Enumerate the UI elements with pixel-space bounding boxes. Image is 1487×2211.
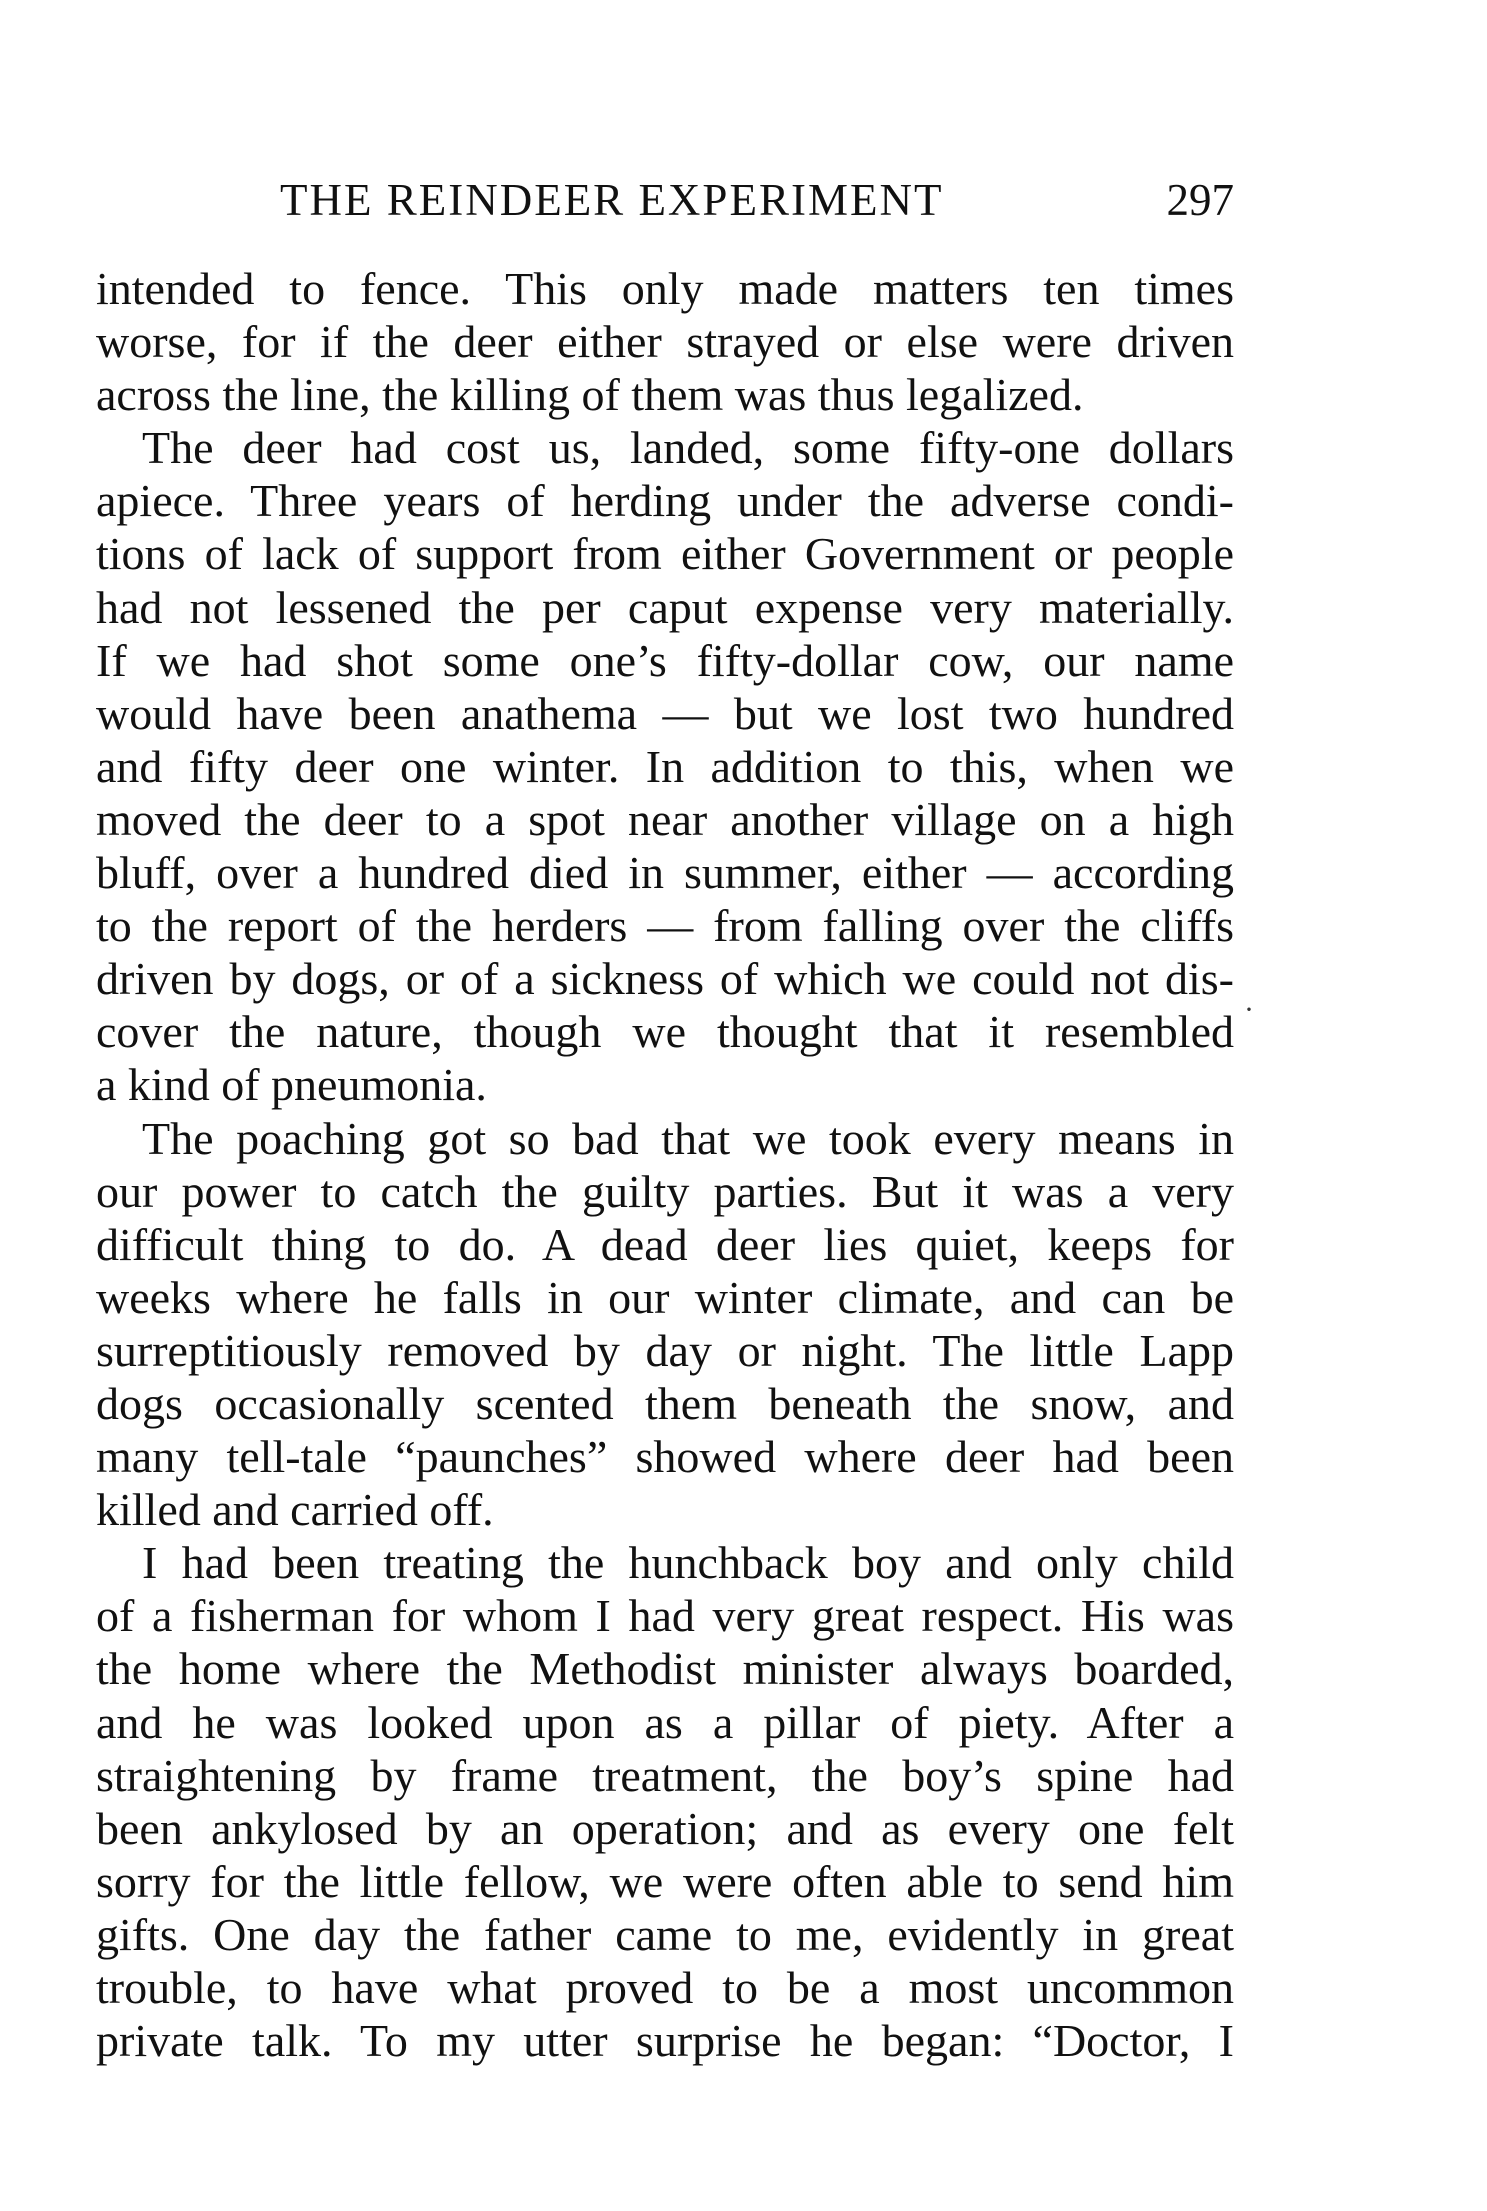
text-line: and he was looked upon as a pillar of piety. After a (96, 1696, 1234, 1748)
paragraph-3 (96, 1112, 1234, 1537)
text-line: worse, for if the deer either strayed or else were driven (96, 316, 1234, 368)
text-line: killed and carried off. (96, 1484, 494, 1536)
text-line: straightening by frame treatment, the boy’s spine had (96, 1749, 1234, 1801)
text-line: private talk. To my utter surprise he began: “Doctor, I (96, 2015, 1234, 2067)
text-line: sorry for the little fellow, we were often able to send him (96, 1855, 1234, 1907)
text-line: our power to catch the guilty parties. But it was a very (96, 1165, 1234, 1217)
text-line: cover the nature, though we thought that it resembled (96, 1006, 1234, 1058)
text-line: a kind of pneumonia. (96, 1059, 487, 1111)
text-line: had not lessened the per caput expense very materially. (96, 581, 1234, 633)
text-line: difficult thing to do. A dead deer lies quiet, keeps for (96, 1218, 1234, 1270)
text-line: and fifty deer one winter. In addition to this, when we (96, 740, 1234, 792)
text-line: the home where the Methodist minister always boarded, (96, 1643, 1234, 1695)
text-line: many tell-tale “paunches” showed where deer had been (96, 1431, 1234, 1483)
text-line: apiece. Three years of herding under the adverse condi- (96, 475, 1234, 527)
text-line: moved the deer to a spot near another village on a high (96, 793, 1234, 845)
text-line: tions of lack of support from either Government or people (96, 528, 1234, 580)
text-line: I had been treating the hunchback boy and only child (142, 1537, 1234, 1589)
text-line: weeks where he falls in our winter climate, and can be (96, 1271, 1234, 1323)
text-line: to the report of the herders — from falling over the cliffs (96, 900, 1234, 952)
paragraph-2 (96, 421, 1234, 1111)
text-line: dogs occasionally scented them beneath the snow, and (96, 1377, 1234, 1429)
page-number: 297 (1166, 175, 1234, 225)
paragraph-4 (96, 1536, 1234, 2067)
text-line: been ankylosed by an operation; and as every one felt (96, 1802, 1234, 1854)
running-header (96, 168, 1234, 232)
text-line: gifts. One day the father came to me, evidently in great (96, 1908, 1234, 1960)
text-line: trouble, to have what proved to be a most uncommon (96, 1962, 1234, 2013)
text-line: surreptitiously removed by day or night. The little Lapp (96, 1324, 1234, 1376)
text-line: driven by dogs, or of a sickness of which we could not dis- (96, 953, 1234, 1005)
body-text (96, 262, 1234, 2067)
text-line: If we had shot some one’s fifty-dollar cow, our name (96, 634, 1234, 686)
running-title: THE REINDEER EXPERIMENT (280, 175, 944, 225)
text-line: would have been anathema — but we lost two hundred (96, 687, 1234, 739)
text-line: bluff, over a hundred died in summer, either — according (96, 847, 1234, 899)
paragraph-1 (96, 262, 1234, 421)
text-line: of a fisherman for whom I had very great respect. His was (96, 1590, 1234, 1642)
text-line: intended to fence. This only made matters ten times (96, 263, 1234, 314)
stray-print-mark: · (1244, 993, 1254, 1026)
text-line: across the line, the killing of them was thus legalized. (96, 369, 1084, 421)
text-line: The deer had cost us, landed, some fifty-one dollars (142, 422, 1234, 474)
text-line: The poaching got so bad that we took every means in (142, 1112, 1234, 1164)
